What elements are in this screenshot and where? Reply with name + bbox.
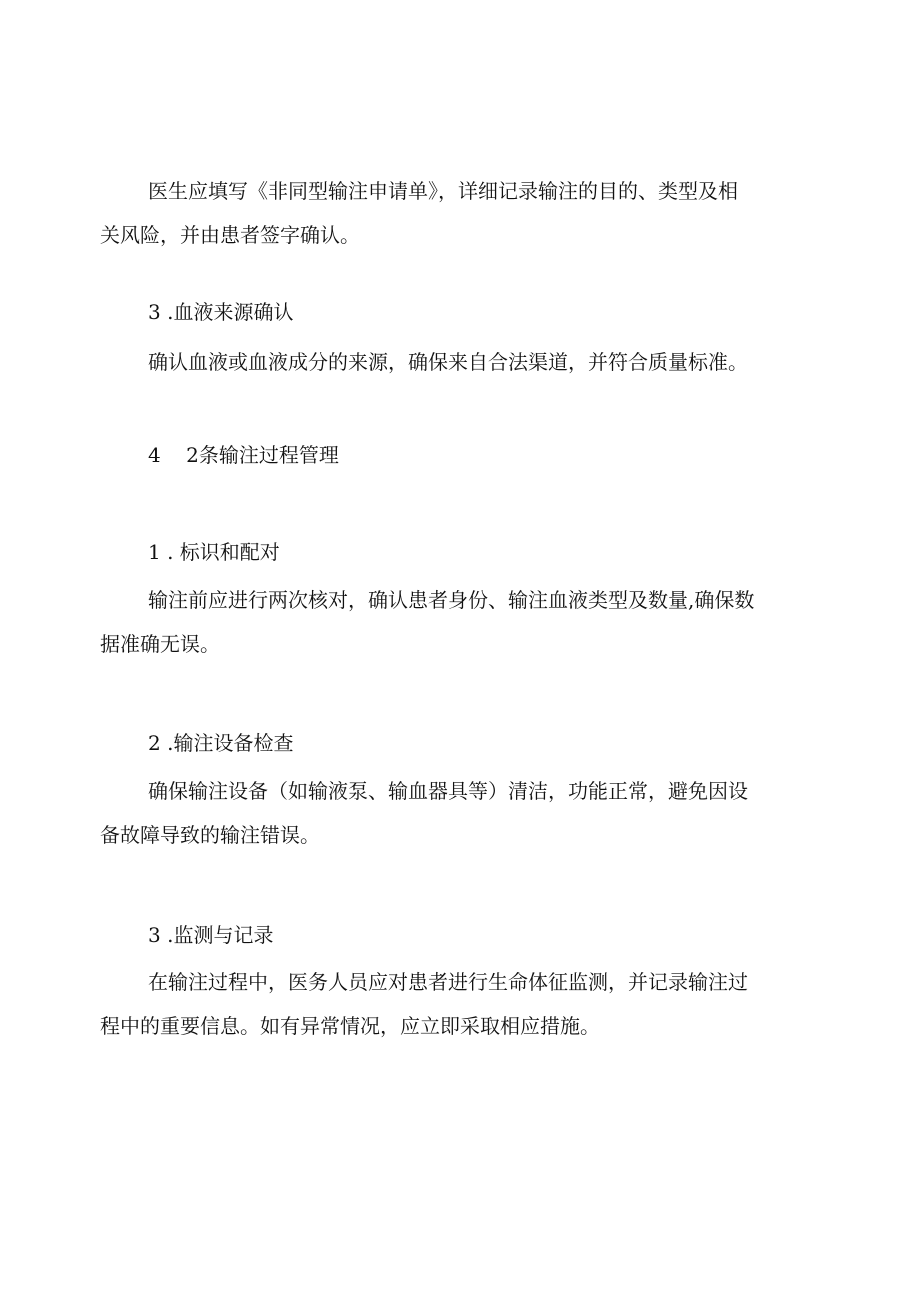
article-heading: 4 2条输注过程管理 [148,443,339,467]
heading-monitoring [148,922,848,948]
paragraph-line: 输注前应进行两次核对，确认患者身份、输注血液类型及数量,确保数 [148,588,755,612]
section-heading: 3 .血液来源确认 [148,300,294,324]
paragraph-monitoring [100,969,800,1039]
section-heading: 2 .输注设备检查 [148,731,294,755]
section-heading: 1 . 标识和配对 [148,540,280,564]
paragraph-line: 确保输注设备（如输液泵、输血器具等）清洁，功能正常，避免因设 [148,779,748,803]
paragraph-line: 备故障导致的输注错误。 [100,823,320,847]
paragraph-line: 关风险，并由患者签字确认。 [100,223,360,247]
paragraph-line: 据准确无误。 [100,632,220,656]
paragraph-equipment [100,778,800,848]
heading-identification [148,539,848,565]
paragraph-application-form [100,178,800,248]
paragraph-line: 在输注过程中，医务人员应对患者进行生命体征监测，并记录输注过 [148,970,748,994]
paragraph-blood-source [100,349,800,375]
heading-equipment [148,730,848,756]
paragraph-line: 确认血液或血液成分的来源，确保来自合法渠道，并符合质量标准。 [148,350,748,374]
paragraph-line: 医生应填写《非同型输注申请单》，详细记录输注的目的、类型及相 [148,179,738,203]
paragraph-line: 程中的重要信息。如有异常情况，应立即采取相应措施。 [100,1014,600,1038]
heading-blood-source [148,299,848,325]
heading-article-4-2 [148,442,848,468]
paragraph-identification [100,587,800,657]
section-heading: 3 .监测与记录 [148,923,274,947]
